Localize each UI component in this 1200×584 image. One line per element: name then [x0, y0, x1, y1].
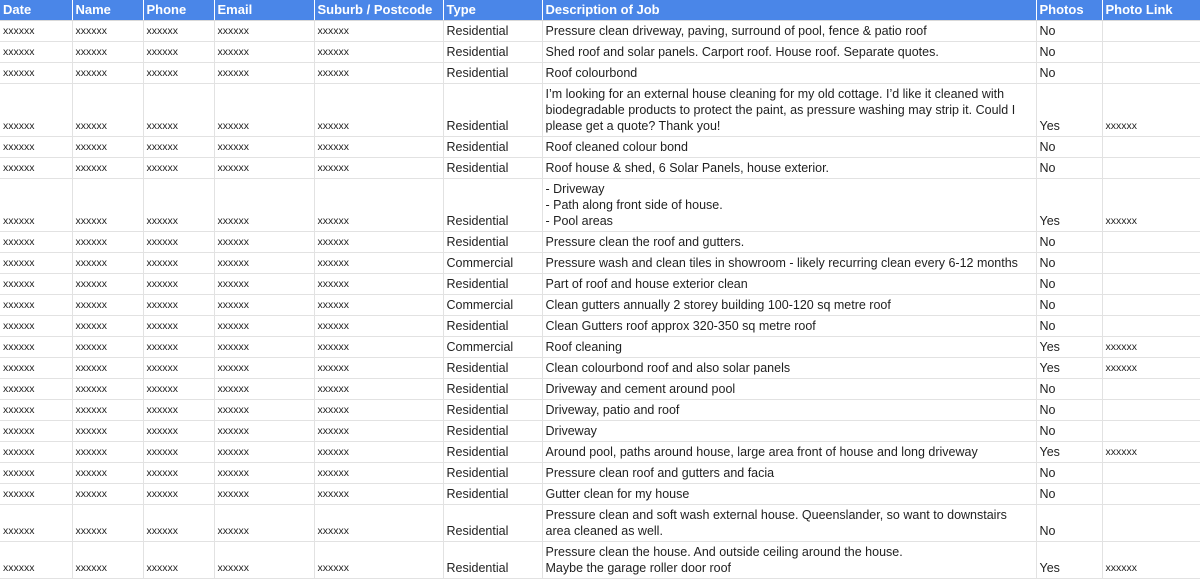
cell-date[interactable]: xxxxxx	[0, 84, 72, 137]
cell-phone[interactable]: xxxxxx	[143, 337, 214, 358]
cell-photo-link[interactable]	[1102, 379, 1200, 400]
cell-suburb-postcode[interactable]: xxxxxx	[314, 21, 443, 42]
cell-date[interactable]: xxxxxx	[0, 253, 72, 274]
cell-suburb-postcode[interactable]: xxxxxx	[314, 505, 443, 542]
cell-email[interactable]: xxxxxx	[214, 21, 314, 42]
cell-phone[interactable]: xxxxxx	[143, 542, 214, 579]
cell-type[interactable]: Residential	[443, 358, 542, 379]
cell-photos[interactable]: No	[1036, 63, 1102, 84]
cell-photos[interactable]: Yes	[1036, 84, 1102, 137]
column-header-date[interactable]: Date	[0, 0, 72, 21]
cell-photos[interactable]: No	[1036, 484, 1102, 505]
table-row	[0, 84, 1200, 137]
cell-photos[interactable]: No	[1036, 400, 1102, 421]
cell-photo-link[interactable]: xxxxxx	[1102, 442, 1200, 463]
cell-photo-link[interactable]	[1102, 505, 1200, 542]
cell-date[interactable]: xxxxxx	[0, 505, 72, 542]
cell-email[interactable]: xxxxxx	[214, 253, 314, 274]
table-row	[0, 337, 1200, 358]
table-row	[0, 400, 1200, 421]
cell-photo-link[interactable]	[1102, 274, 1200, 295]
cell-photo-link[interactable]: xxxxxx	[1102, 337, 1200, 358]
cell-description[interactable]: Roof house & shed, 6 Solar Panels, house exterior.	[542, 158, 1036, 179]
table-row	[0, 63, 1200, 84]
cell-phone[interactable]: xxxxxx	[143, 316, 214, 337]
cell-type[interactable]: Residential	[443, 316, 542, 337]
cell-email[interactable]: xxxxxx	[214, 42, 314, 63]
cell-type[interactable]: Residential	[443, 442, 542, 463]
cell-description[interactable]: Driveway, patio and roof	[542, 400, 1036, 421]
cell-name[interactable]: xxxxxx	[72, 158, 143, 179]
cell-suburb-postcode[interactable]: xxxxxx	[314, 253, 443, 274]
cell-type[interactable]: Residential	[443, 421, 542, 442]
cell-description[interactable]: Roof cleaning	[542, 337, 1036, 358]
table-row	[0, 42, 1200, 63]
cell-email[interactable]: xxxxxx	[214, 484, 314, 505]
cell-photos[interactable]: Yes	[1036, 337, 1102, 358]
cell-phone[interactable]: xxxxxx	[143, 400, 214, 421]
table-row	[0, 316, 1200, 337]
cell-suburb-postcode[interactable]: xxxxxx	[314, 379, 443, 400]
cell-suburb-postcode[interactable]: xxxxxx	[314, 232, 443, 253]
cell-phone[interactable]: xxxxxx	[143, 379, 214, 400]
cell-name[interactable]: xxxxxx	[72, 505, 143, 542]
column-header-type[interactable]: Type	[443, 0, 542, 21]
header-row	[0, 0, 1200, 21]
table-row	[0, 158, 1200, 179]
table-row	[0, 179, 1200, 232]
cell-photo-link[interactable]	[1102, 137, 1200, 158]
cell-email[interactable]: xxxxxx	[214, 274, 314, 295]
table-row	[0, 421, 1200, 442]
cell-phone[interactable]: xxxxxx	[143, 84, 214, 137]
cell-photo-link[interactable]	[1102, 42, 1200, 63]
cell-email[interactable]: xxxxxx	[214, 400, 314, 421]
cell-photos[interactable]: No	[1036, 505, 1102, 542]
cell-date[interactable]: xxxxxx	[0, 63, 72, 84]
cell-type[interactable]: Residential	[443, 63, 542, 84]
cell-photos[interactable]: Yes	[1036, 542, 1102, 579]
cell-photo-link[interactable]	[1102, 316, 1200, 337]
cell-suburb-postcode[interactable]: xxxxxx	[314, 400, 443, 421]
cell-date[interactable]: xxxxxx	[0, 379, 72, 400]
cell-photos[interactable]: No	[1036, 295, 1102, 316]
cell-name[interactable]: xxxxxx	[72, 274, 143, 295]
cell-suburb-postcode[interactable]: xxxxxx	[314, 63, 443, 84]
cell-email[interactable]: xxxxxx	[214, 379, 314, 400]
cell-name[interactable]: xxxxxx	[72, 316, 143, 337]
cell-description[interactable]: Pressure wash and clean tiles in showroom - likely recurring clean every 6-12 months	[542, 253, 1036, 274]
table-row	[0, 21, 1200, 42]
table-row	[0, 232, 1200, 253]
column-header-email[interactable]: Email	[214, 0, 314, 21]
table-row	[0, 253, 1200, 274]
cell-suburb-postcode[interactable]: xxxxxx	[314, 442, 443, 463]
column-header-photos[interactable]: Photos	[1036, 0, 1102, 21]
cell-name[interactable]: xxxxxx	[72, 421, 143, 442]
cell-photos[interactable]: No	[1036, 379, 1102, 400]
cell-date[interactable]: xxxxxx	[0, 316, 72, 337]
table-row	[0, 442, 1200, 463]
cell-photo-link[interactable]	[1102, 400, 1200, 421]
cell-description[interactable]: Pressure clean the roof and gutters.	[542, 232, 1036, 253]
cell-photos[interactable]: No	[1036, 421, 1102, 442]
table-row	[0, 358, 1200, 379]
cell-name[interactable]: xxxxxx	[72, 253, 143, 274]
cell-type[interactable]: Residential	[443, 505, 542, 542]
cell-name[interactable]: xxxxxx	[72, 463, 143, 484]
cell-email[interactable]: xxxxxx	[214, 179, 314, 232]
cell-type[interactable]: Residential	[443, 137, 542, 158]
cell-date[interactable]: xxxxxx	[0, 463, 72, 484]
cell-description[interactable]: I’m looking for an external house cleaning for my old cottage. I’d like it cleaned with biodegradable products to protect the paint, as pressure washing may strip it. Could I please get a quote? Thank you!	[542, 84, 1036, 137]
cell-phone[interactable]: xxxxxx	[143, 179, 214, 232]
cell-name[interactable]: xxxxxx	[72, 232, 143, 253]
table-row	[0, 463, 1200, 484]
cell-photo-link[interactable]	[1102, 484, 1200, 505]
table-row	[0, 484, 1200, 505]
cell-date[interactable]: xxxxxx	[0, 484, 72, 505]
cell-photos[interactable]: No	[1036, 21, 1102, 42]
cell-photo-link[interactable]: xxxxxx	[1102, 358, 1200, 379]
cell-name[interactable]: xxxxxx	[72, 42, 143, 63]
cell-email[interactable]: xxxxxx	[214, 421, 314, 442]
cell-description[interactable]: Pressure clean driveway, paving, surround of pool, fence & patio roof	[542, 21, 1036, 42]
cell-date[interactable]: xxxxxx	[0, 337, 72, 358]
cell-date[interactable]: xxxxxx	[0, 274, 72, 295]
cell-suburb-postcode[interactable]: xxxxxx	[314, 295, 443, 316]
cell-email[interactable]: xxxxxx	[214, 137, 314, 158]
cell-type[interactable]: Commercial	[443, 337, 542, 358]
cell-type[interactable]: Residential	[443, 179, 542, 232]
cell-description[interactable]: Roof cleaned colour bond	[542, 137, 1036, 158]
cell-description[interactable]: Clean colourbond roof and also solar panels	[542, 358, 1036, 379]
table-row	[0, 274, 1200, 295]
cell-name[interactable]: xxxxxx	[72, 137, 143, 158]
cell-type[interactable]: Residential	[443, 42, 542, 63]
cell-suburb-postcode[interactable]: xxxxxx	[314, 337, 443, 358]
cell-name[interactable]: xxxxxx	[72, 400, 143, 421]
cell-type[interactable]: Residential	[443, 158, 542, 179]
cell-email[interactable]: xxxxxx	[214, 158, 314, 179]
cell-date[interactable]: xxxxxx	[0, 137, 72, 158]
cell-photos[interactable]: Yes	[1036, 442, 1102, 463]
cell-date[interactable]: xxxxxx	[0, 179, 72, 232]
cell-description[interactable]: Driveway	[542, 421, 1036, 442]
cell-date[interactable]: xxxxxx	[0, 295, 72, 316]
cell-name[interactable]: xxxxxx	[72, 63, 143, 84]
table-row	[0, 379, 1200, 400]
cell-name[interactable]: xxxxxx	[72, 358, 143, 379]
cell-phone[interactable]: xxxxxx	[143, 463, 214, 484]
cell-description[interactable]: Pressure clean and soft wash external house. Queenslander, so want to downstairs area cleaned as well.	[542, 505, 1036, 542]
column-header-suburb-postcode[interactable]: Suburb / Postcode	[314, 0, 443, 21]
cell-type[interactable]: Residential	[443, 274, 542, 295]
cell-description[interactable]: Driveway and cement around pool	[542, 379, 1036, 400]
cell-description[interactable]: Clean Gutters roof approx 320-350 sq metre roof	[542, 316, 1036, 337]
cell-name[interactable]: xxxxxx	[72, 442, 143, 463]
cell-suburb-postcode[interactable]: xxxxxx	[314, 84, 443, 137]
cell-name[interactable]: xxxxxx	[72, 21, 143, 42]
cell-photo-link[interactable]: xxxxxx	[1102, 84, 1200, 137]
column-header-phone[interactable]: Phone	[143, 0, 214, 21]
cell-photos[interactable]: No	[1036, 137, 1102, 158]
cell-type[interactable]: Residential	[443, 463, 542, 484]
cell-suburb-postcode[interactable]: xxxxxx	[314, 421, 443, 442]
cell-date[interactable]: xxxxxx	[0, 42, 72, 63]
cell-photo-link[interactable]: xxxxxx	[1102, 542, 1200, 579]
cell-suburb-postcode[interactable]: xxxxxx	[314, 316, 443, 337]
cell-photos[interactable]: No	[1036, 274, 1102, 295]
cell-description[interactable]: Part of roof and house exterior clean	[542, 274, 1036, 295]
cell-photo-link[interactable]	[1102, 232, 1200, 253]
cell-phone[interactable]: xxxxxx	[143, 137, 214, 158]
cell-type[interactable]: Commercial	[443, 295, 542, 316]
cell-name[interactable]: xxxxxx	[72, 337, 143, 358]
cell-type[interactable]: Residential	[443, 484, 542, 505]
cell-date[interactable]: xxxxxx	[0, 542, 72, 579]
cell-date[interactable]: xxxxxx	[0, 400, 72, 421]
cell-date[interactable]: xxxxxx	[0, 358, 72, 379]
cell-suburb-postcode[interactable]: xxxxxx	[314, 42, 443, 63]
cell-email[interactable]: xxxxxx	[214, 316, 314, 337]
cell-email[interactable]: xxxxxx	[214, 542, 314, 579]
cell-photos[interactable]: No	[1036, 463, 1102, 484]
cell-phone[interactable]: xxxxxx	[143, 295, 214, 316]
cell-phone[interactable]: xxxxxx	[143, 421, 214, 442]
cell-phone[interactable]: xxxxxx	[143, 158, 214, 179]
cell-photo-link[interactable]	[1102, 421, 1200, 442]
table-row	[0, 542, 1200, 579]
cell-phone[interactable]: xxxxxx	[143, 505, 214, 542]
cell-date[interactable]: xxxxxx	[0, 21, 72, 42]
cell-photo-link[interactable]: xxxxxx	[1102, 179, 1200, 232]
cell-suburb-postcode[interactable]: xxxxxx	[314, 542, 443, 579]
cell-description[interactable]: - Driveway - Path along front side of house. - Pool areas	[542, 179, 1036, 232]
cell-email[interactable]: xxxxxx	[214, 442, 314, 463]
cell-date[interactable]: xxxxxx	[0, 442, 72, 463]
cell-email[interactable]: xxxxxx	[214, 84, 314, 137]
cell-description[interactable]: Pressure clean the house. And outside ceiling around the house. Maybe the garage roller door roof	[542, 542, 1036, 579]
cell-description[interactable]: Around pool, paths around house, large area front of house and long driveway	[542, 442, 1036, 463]
cell-description[interactable]: Roof colourbond	[542, 63, 1036, 84]
cell-email[interactable]: xxxxxx	[214, 358, 314, 379]
cell-photos[interactable]: No	[1036, 253, 1102, 274]
cell-photos[interactable]: No	[1036, 158, 1102, 179]
cell-phone[interactable]: xxxxxx	[143, 274, 214, 295]
cell-type[interactable]: Residential	[443, 84, 542, 137]
cell-suburb-postcode[interactable]: xxxxxx	[314, 484, 443, 505]
cell-type[interactable]: Residential	[443, 379, 542, 400]
cell-suburb-postcode[interactable]: xxxxxx	[314, 358, 443, 379]
cell-name[interactable]: xxxxxx	[72, 84, 143, 137]
cell-photos[interactable]: No	[1036, 232, 1102, 253]
cell-name[interactable]: xxxxxx	[72, 542, 143, 579]
cell-photos[interactable]: No	[1036, 42, 1102, 63]
cell-email[interactable]: xxxxxx	[214, 505, 314, 542]
cell-date[interactable]: xxxxxx	[0, 232, 72, 253]
cell-phone[interactable]: xxxxxx	[143, 21, 214, 42]
cell-photo-link[interactable]	[1102, 463, 1200, 484]
cell-email[interactable]: xxxxxx	[214, 463, 314, 484]
column-header-name[interactable]: Name	[72, 0, 143, 21]
cell-name[interactable]: xxxxxx	[72, 179, 143, 232]
cell-type[interactable]: Residential	[443, 542, 542, 579]
cell-email[interactable]: xxxxxx	[214, 337, 314, 358]
cell-photos[interactable]: No	[1036, 316, 1102, 337]
cell-email[interactable]: xxxxxx	[214, 63, 314, 84]
table-body	[0, 21, 1200, 579]
cell-suburb-postcode[interactable]: xxxxxx	[314, 274, 443, 295]
cell-photo-link[interactable]	[1102, 21, 1200, 42]
cell-phone[interactable]: xxxxxx	[143, 442, 214, 463]
cell-phone[interactable]: xxxxxx	[143, 358, 214, 379]
cell-type[interactable]: Residential	[443, 21, 542, 42]
cell-type[interactable]: Residential	[443, 232, 542, 253]
cell-type[interactable]: Residential	[443, 400, 542, 421]
table-row	[0, 137, 1200, 158]
cell-description[interactable]: Clean gutters annually 2 storey building 100-120 sq metre roof	[542, 295, 1036, 316]
cell-date[interactable]: xxxxxx	[0, 421, 72, 442]
cell-phone[interactable]: xxxxxx	[143, 484, 214, 505]
cell-suburb-postcode[interactable]: xxxxxx	[314, 137, 443, 158]
cell-description[interactable]: Pressure clean roof and gutters and facia	[542, 463, 1036, 484]
table-row	[0, 505, 1200, 542]
cell-name[interactable]: xxxxxx	[72, 484, 143, 505]
cell-date[interactable]: xxxxxx	[0, 158, 72, 179]
cell-phone[interactable]: xxxxxx	[143, 253, 214, 274]
cell-type[interactable]: Commercial	[443, 253, 542, 274]
cell-phone[interactable]: xxxxxx	[143, 63, 214, 84]
cell-suburb-postcode[interactable]: xxxxxx	[314, 179, 443, 232]
cell-photo-link[interactable]	[1102, 63, 1200, 84]
cell-photo-link[interactable]	[1102, 253, 1200, 274]
cell-photos[interactable]: Yes	[1036, 179, 1102, 232]
cell-photo-link[interactable]	[1102, 295, 1200, 316]
cell-suburb-postcode[interactable]: xxxxxx	[314, 158, 443, 179]
cell-suburb-postcode[interactable]: xxxxxx	[314, 463, 443, 484]
cell-description[interactable]: Shed roof and solar panels. Carport roof. House roof. Separate quotes.	[542, 42, 1036, 63]
cell-email[interactable]: xxxxxx	[214, 295, 314, 316]
cell-photo-link[interactable]	[1102, 158, 1200, 179]
cell-phone[interactable]: xxxxxx	[143, 42, 214, 63]
cell-phone[interactable]: xxxxxx	[143, 232, 214, 253]
cell-description[interactable]: Gutter clean for my house	[542, 484, 1036, 505]
cell-name[interactable]: xxxxxx	[72, 379, 143, 400]
cell-photos[interactable]: Yes	[1036, 358, 1102, 379]
table-row	[0, 295, 1200, 316]
column-header-photo-link[interactable]: Photo Link	[1102, 0, 1200, 21]
column-header-description[interactable]: Description of Job	[542, 0, 1036, 21]
cell-email[interactable]: xxxxxx	[214, 232, 314, 253]
cell-name[interactable]: xxxxxx	[72, 295, 143, 316]
